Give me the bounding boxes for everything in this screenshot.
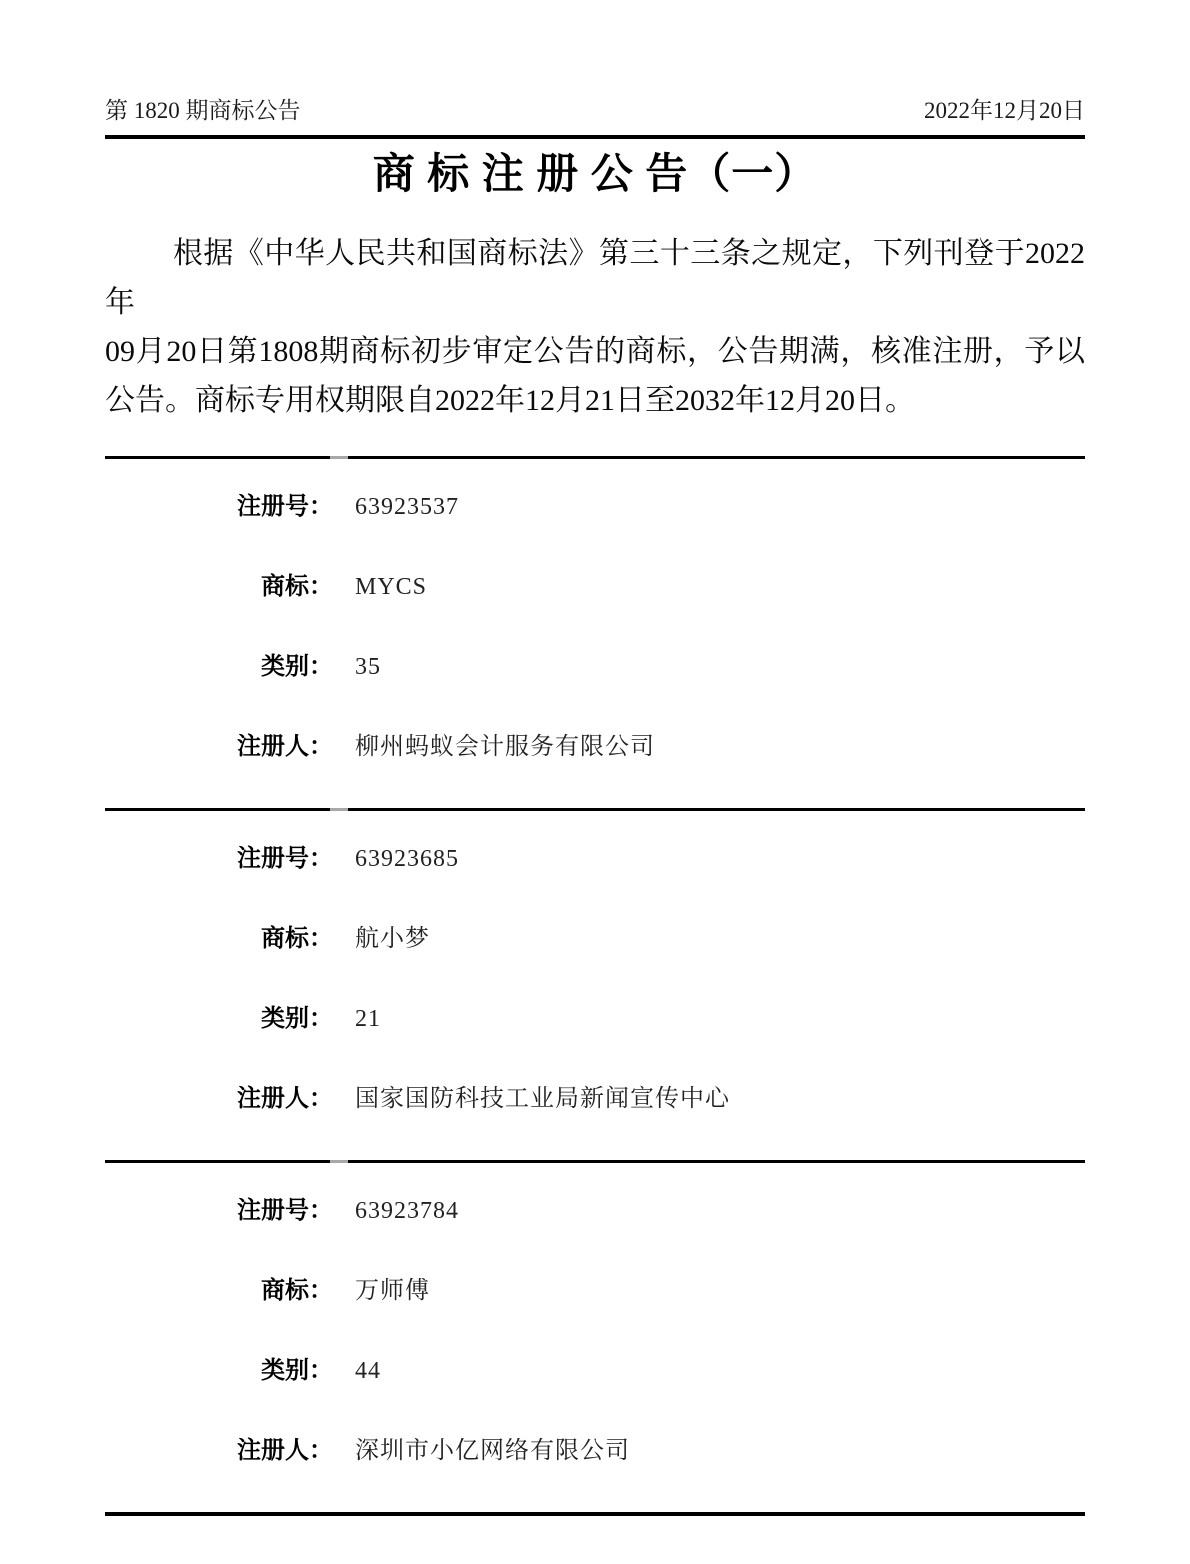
trademark-label: 商标： [261, 574, 333, 600]
header-divider [105, 135, 1085, 139]
trademark-label: 商标： [261, 1278, 333, 1304]
intro-line-1: 根据《中华人民共和国商标法》第三十三条之规定，下列刊登于2022年 [105, 237, 1085, 319]
registrant-value: 柳州蚂蚁会计服务有限公司 [355, 734, 655, 760]
trademark-label: 商标： [261, 926, 333, 952]
registration-number-label: 注册号： [237, 846, 333, 872]
bottom-divider [105, 1512, 1085, 1516]
registrant-value: 深圳市小亿网络有限公司 [355, 1438, 630, 1464]
intro-line-3: 公告。商标专用权期限自2022年12月21日至2032年12月20日。 [105, 384, 915, 417]
class-row [105, 1350, 1085, 1384]
registration-number-row [105, 838, 1085, 872]
page-header [105, 95, 1085, 125]
registrant-row [105, 1430, 1085, 1464]
trademark-value: 万师傅 [355, 1278, 430, 1304]
trademark-entry-2 [105, 811, 1085, 1160]
registrant-row [105, 1078, 1085, 1112]
trademark-row [105, 566, 1085, 600]
registration-number-value: 63923685 [355, 846, 459, 872]
intro-paragraph [105, 229, 1085, 425]
class-label: 类别： [261, 1358, 333, 1384]
intro-line-2: 09月20日第1808期商标初步审定公告的商标，公告期满，核准注册，予以 [105, 335, 1085, 368]
registrant-value: 国家国防科技工业局新闻宣传中心 [355, 1086, 730, 1112]
registrant-label: 注册人： [237, 734, 333, 760]
registration-number-label: 注册号： [237, 1198, 333, 1224]
trademark-entry-3 [105, 1163, 1085, 1512]
trademark-entries [105, 456, 1085, 1516]
trademark-entry-1 [105, 459, 1085, 808]
class-value: 35 [355, 654, 381, 680]
class-row [105, 646, 1085, 680]
gazette-issue-label: 第 1820 期商标公告 [105, 98, 301, 123]
trademark-value: 航小梦 [355, 926, 430, 952]
class-value: 21 [355, 1006, 381, 1032]
gazette-date-label: 2022年12月20日 [924, 98, 1085, 123]
registrant-label: 注册人： [237, 1086, 333, 1112]
trademark-value: MYCS [355, 574, 428, 600]
registration-number-row [105, 1190, 1085, 1224]
registrant-row [105, 726, 1085, 760]
page-title: 商 标 注 册 公 告（一） [372, 152, 818, 198]
trademark-row [105, 1270, 1085, 1304]
registration-number-value: 63923784 [355, 1198, 459, 1224]
trademark-row [105, 918, 1085, 952]
class-label: 类别： [261, 1006, 333, 1032]
class-label: 类别： [261, 654, 333, 680]
registration-number-value: 63923537 [355, 494, 459, 520]
registration-number-row [105, 486, 1085, 520]
registrant-label: 注册人： [237, 1438, 333, 1464]
class-row [105, 998, 1085, 1032]
class-value: 44 [355, 1358, 381, 1384]
registration-number-label: 注册号： [237, 494, 333, 520]
